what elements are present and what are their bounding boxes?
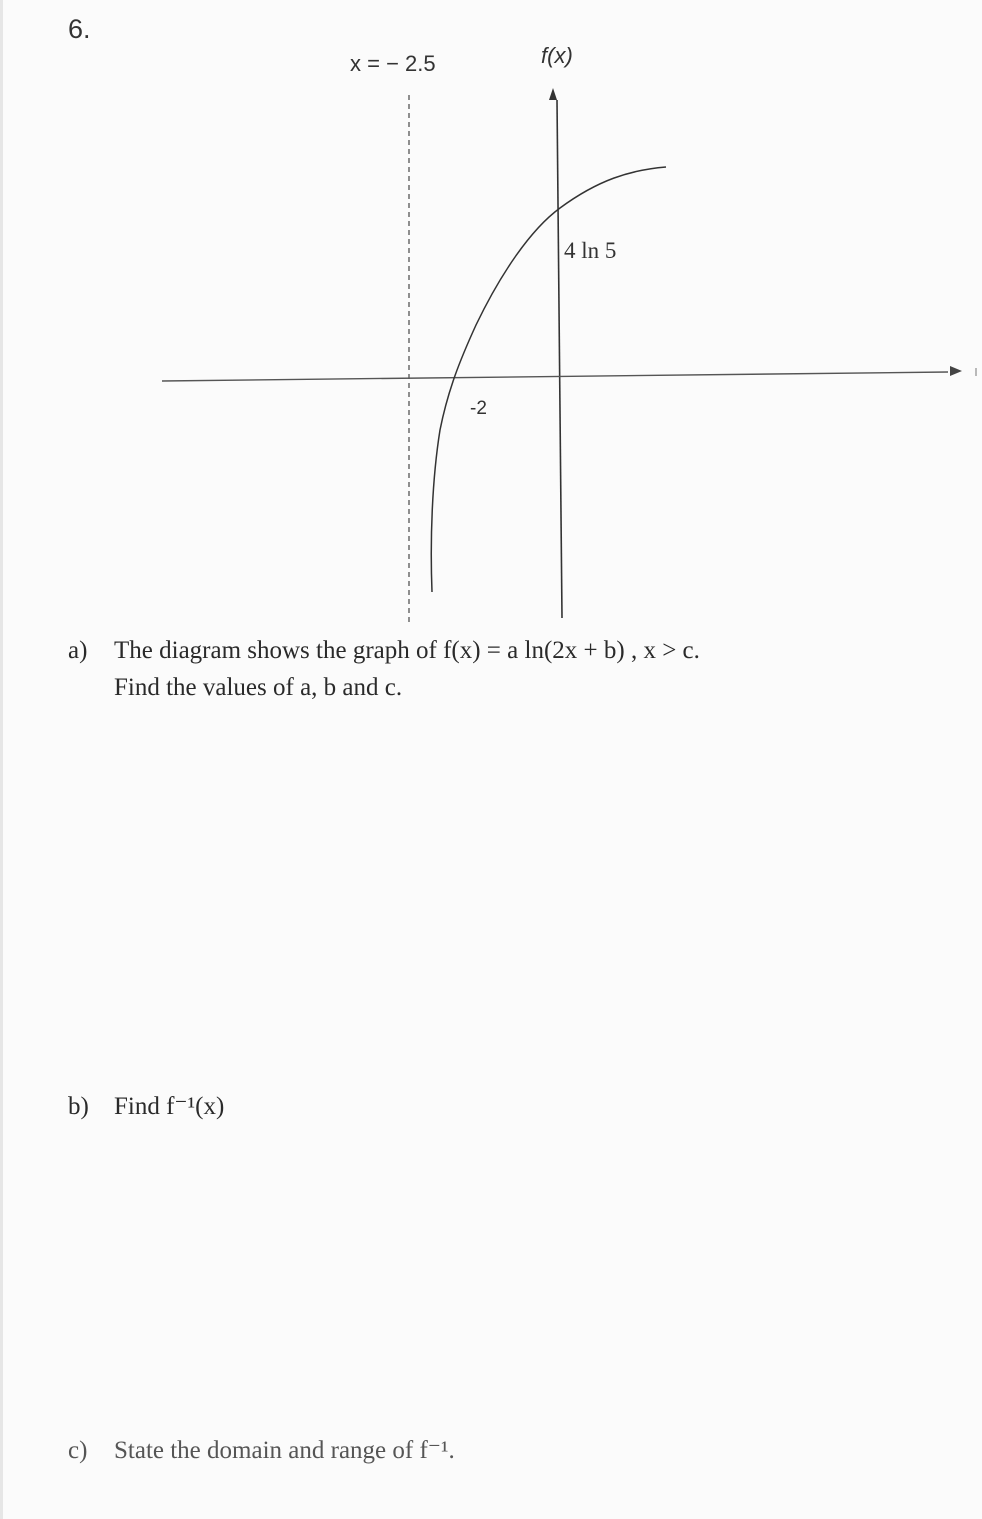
part-a-text-line1: The diagram shows the graph of f(x) = a ln(2x + b) , x > c.: [114, 637, 700, 664]
part-b: [68, 1088, 224, 1125]
part-c-label: c): [68, 1437, 88, 1464]
function-graph: [0, 0, 982, 640]
function-curve: [431, 167, 666, 592]
x-intercept-label: -2: [470, 398, 487, 419]
y-axis: [557, 100, 562, 618]
part-a-text-line2: Find the values of a, b and c.: [114, 674, 403, 701]
y-axis-label: f(x): [541, 43, 573, 68]
part-b-text: Find f⁻¹(x): [114, 1093, 225, 1120]
part-a: [68, 632, 700, 706]
part-a-label: a): [68, 637, 88, 664]
asymptote-label: x = − 2.5: [350, 51, 436, 76]
part-b-label: b): [68, 1093, 89, 1120]
x-axis-arrow: [950, 366, 962, 376]
y-intercept-label: 4 ln 5: [564, 238, 617, 263]
part-c-text: State the domain and range of f⁻¹.: [114, 1437, 455, 1464]
part-c: [68, 1432, 455, 1469]
question-number: 6.: [68, 14, 91, 44]
y-axis-arrow: [549, 88, 557, 100]
x-axis: [162, 372, 948, 381]
